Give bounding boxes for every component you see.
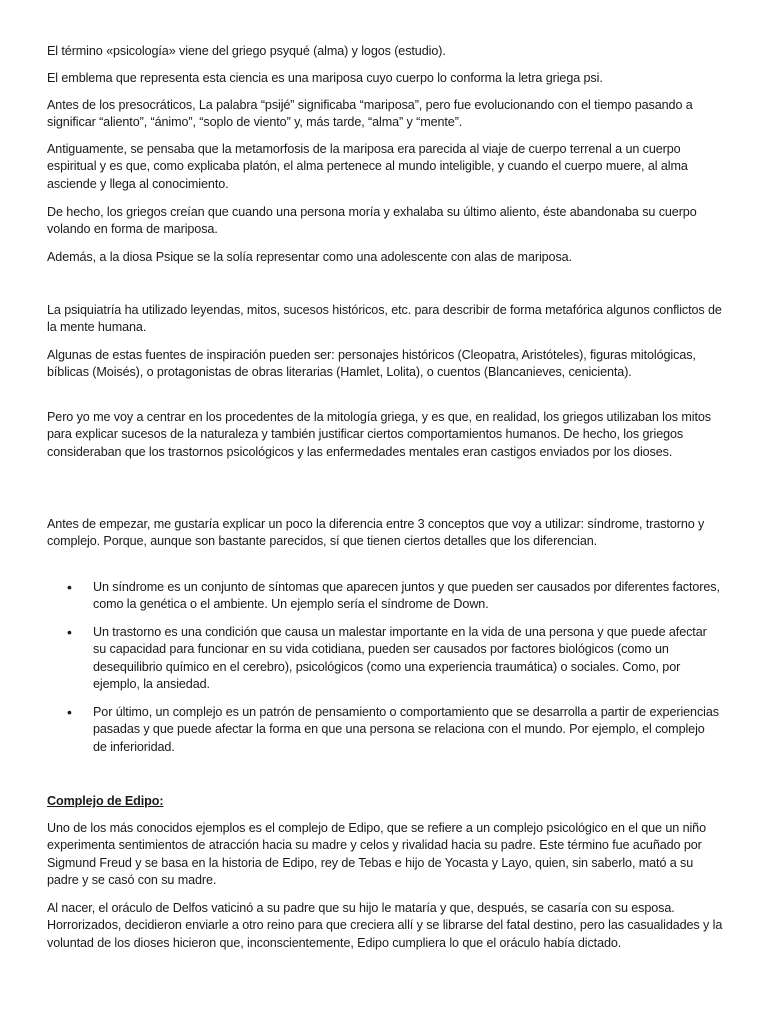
paragraph-last-breath: De hecho, los griegos creían que cuando una persona moría y exhalaba su último aliento, éste abandonaba su cuerpo volando en forma de mariposa.	[47, 205, 697, 237]
paragraph-etymology: El término «psicología» viene del griego psyqué (alma) y logos (estudio).	[47, 44, 446, 58]
section-heading: Complejo de Edipo:	[47, 794, 164, 808]
paragraph-psychiatry: La psiquiatría ha utilizado leyendas, mitos, sucesos históricos, etc. para describir de forma metafórica algunos conflictos de la mente humana.	[47, 303, 722, 335]
list-item-text: Por último, un complejo es un patrón de pensamiento o comportamiento que se desarrolla a partir de experiencias pasadas y que puede afectar la forma en que una persona se relaciona con el mundo. Por ejemplo, el complejo de inferioridad.	[93, 705, 719, 754]
paragraph-psije: Antes de los presocráticos, La palabra “psijé” significaba “mariposa”, pero fue evolucionando con el tiempo pasando a significar “aliento”, “ánimo”, “soplo de viento” y, más tarde, “alma” y “mente”.	[47, 98, 693, 130]
paragraph-psique: Además, a la diosa Psique se la solía representar como una adolescente con alas de mariposa.	[47, 250, 572, 264]
paragraph-emblem: El emblema que representa esta ciencia es una mariposa cuyo cuerpo lo conforma la letra griega psi.	[47, 71, 603, 85]
paragraph-oracle: Al nacer, el oráculo de Delfos vaticinó a su padre que su hijo le mataría y que, después, se casaría con su esposa. Horrorizados, decidieron enviarle a otro reino para que creciera allí y se librarse del fatal destino, pero las casualidades y la voluntad de los dioses hicieron que, inconscientemente, Edipo cumpliera lo que el oráculo había dictado.	[47, 901, 723, 950]
paragraph-concepts-intro: Antes de empezar, me gustaría explicar un poco la diferencia entre 3 conceptos que voy a utilizar: síndrome, trastorno y complejo. Porque, aunque son bastante parecidos, sí que tienen ciertos detalles que los diferencian.	[47, 517, 705, 549]
bullet-icon: •	[67, 624, 72, 640]
bullet-icon: •	[67, 704, 72, 720]
paragraph-sources: Algunas de estas fuentes de inspiración pueden ser: personajes históricos (Cleopatra, Aristóteles), figuras mitológicas, bíblicas (Moisés), o protagonistas de obras literarias (Hamlet, Lolita), o cuentos (Blancanieves, cenicienta).	[47, 348, 696, 380]
list-item-text: Un trastorno es una condición que causa un malestar importante en la vida de una persona y que puede afectar su capacidad para funcionar en su vida cotidiana, pueden ser causados por factores biológicos (como un desequilibrio químico en el cerebro), psicológicos (como una experiencia traumática) o sociales. Como, por ejemplo, la ansiedad.	[93, 625, 707, 692]
paragraph-oedipus-definition: Uno de los más conocidos ejemplos es el complejo de Edipo, que se refiere a un complejo psicológico en el que un niño experimenta sentimientos de atracción hacia su madre y celos y rivalidad hacia su padre. Este término fue acuñado por Sigmund Freud y se basa en la historia de Edipo, rey de Tebas e hijo de Yocasta y Layo, quien, sin saberlo, mató a su padre y se casó con su madre.	[47, 821, 706, 888]
bullet-icon: •	[67, 579, 72, 595]
paragraph-greek-mythology: Pero yo me voy a centrar en los procedentes de la mitología griega, y es que, en realidad, los griegos utilizaban los mitos para explicar sucesos de la naturaleza y también justificar ciertos comportamientos humanos. De hecho, los griegos consideraban que los trastornos psicológicos y las enfermedades mentales eran castigos enviados por los dioses.	[47, 410, 711, 459]
list-item-text: Un síndrome es un conjunto de síntomas que aparecen juntos y que pueden ser causados por diferentes factores, como la genética o el ambiente. Un ejemplo sería el síndrome de Down.	[93, 580, 720, 612]
paragraph-metamorphosis: Antiguamente, se pensaba que la metamorfosis de la mariposa era parecida al viaje de cuerpo terrenal a un cuerpo espiritual y es que, como explicaba platón, el alma pertenece al mundo inteligible, y cuando el cuerpo muere, al alma asciende y llega al conocimiento.	[47, 142, 688, 191]
